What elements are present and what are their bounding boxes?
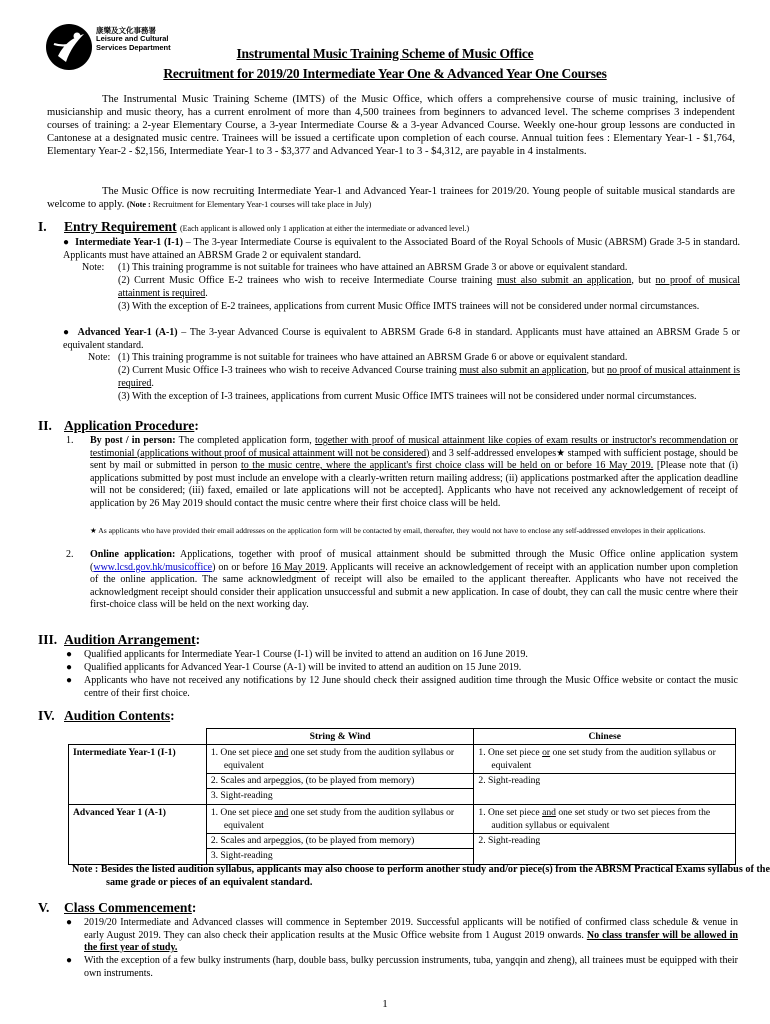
cn-item-1-a: 1. One set piece — [478, 807, 543, 818]
bullet-icon: ● — [66, 649, 73, 660]
row-label-advanced: Advanced Year 1 (A-1) — [69, 805, 207, 865]
logo-line2: Services Department — [96, 42, 171, 52]
row-label-intermediate: Intermediate Year-1 (I-1) — [69, 745, 207, 805]
s1-b2-n2a: (2) Current Music Office I-3 trainees who wish to receive Advanced Course training — [118, 365, 460, 376]
s1-b2-text: – The 3-year Advanced Course is equivalent to ABRSM Grade 6-8 in standard. Applicants must have attained an ABRSM Grade 5 or equivalent standard. — [63, 327, 741, 351]
sw-item-1 — [207, 806, 474, 834]
s1-b1-text: – The 3-year Intermediate Course is equivalent to the Associated Board of the Royal Schools of Music (ABRSM) Grade 3-5 in standard. Applicants must have attained an ABRSM Grade 2 or equivalent standard. — [63, 237, 740, 261]
sw-item-2: 2. Scales and arpeggios, (to be played from memory) — [207, 774, 474, 789]
s2-item-1-number: 1. — [66, 435, 74, 446]
logo-chinese: 康樂及文化事務署 — [96, 26, 156, 35]
s2-i1-u2: to the music centre, where the applicant's first choice class will be held on or before 16 May 2019. — [240, 460, 654, 471]
s3-item-3: Applicants who have not received any notifications by 12 June should check their assigned audition time through the Music Office website or contact the music centre of their first choice. — [84, 675, 738, 699]
section-3-number: III. — [38, 632, 58, 647]
recruit-text: The Music Office is now recruiting Intermediate Year-1 and Advanced Year-1 trainees for 2019/20. Young people of suitable musical standards are welcome to apply. — [47, 186, 735, 210]
table-row — [69, 745, 736, 805]
cn-item-1-u: and — [542, 807, 556, 818]
section-2-number: II. — [38, 418, 52, 433]
sw-item-1-b: one set study from the audition syllabus or equivalent — [223, 807, 455, 831]
intro-paragraph: The Instrumental Music Training Scheme (IMTS) of the Music Office, which offers a comprehensive course of music training, inclusive of musicianship and music theory, has a current enrolment of more than 4,500 trainees from beginners to advanced level. The scheme comprises 3 independent courses of training: a 2-year Elementary Course, a 3-year Intermediate Course & a 3-year Advanced Course. Weekly one-hour group lessons are conducted in Cantonese at a designated music centre. Trainees will be issued a certificate upon completion of each course. Annual tuition fees : Elementary Year-1 - $1,764, Elementary Year-2 - $2,156, Intermediate Year-1 to 3 - $3,377 and Advanced Year-1 to 3 - $4,312, are payable in 4 instalments. — [47, 94, 735, 157]
cn-item-2: 2. Sight-reading — [478, 835, 541, 846]
cn-item-1-u: or — [542, 747, 551, 758]
cell-sw-intermediate — [206, 745, 474, 805]
bullet-icon: ● — [66, 675, 73, 686]
s1-b1-note-3: (3) With the exception of E-2 trainees, applications from current Music Office IMTS trainees will not be considered under normal circumstances. — [118, 301, 700, 312]
bullet-icon: ● — [63, 327, 78, 338]
bullet-icon: ● — [66, 917, 73, 928]
s2-i2-b: ) on or before — [212, 561, 272, 573]
cell-cn-advanced — [474, 805, 736, 865]
section-4-heading: IV. Audition Contents: — [38, 708, 175, 723]
section-4-number: IV. — [38, 708, 55, 723]
s1-b1-n2b: , but — [631, 275, 656, 286]
section-2-title: Application Procedure — [64, 418, 195, 433]
s2-item-2-number: 2. — [66, 549, 74, 560]
cell-cn-intermediate — [474, 745, 736, 805]
s2-i1-d: [Please note that (i) applications submitted by post must include an envelope with a clearly-written return mailing address; (ii) applications postmarked after the application deadline will not be considered; (iii) faxed, emailed or late applications will not be accepted]. Applicants who have not received any acknowledgement of receipt of application by 26 May 2019 should contact the music centre where their first choice class will be held. — [90, 460, 739, 509]
sw-item-1-a: 1. One set piece — [210, 747, 275, 758]
music-office-link[interactable]: www.lcsd.gov.hk/musicoffice — [93, 561, 213, 573]
sw-item-1 — [207, 746, 474, 774]
section-3-heading: III. Audition Arrangement: — [38, 632, 201, 647]
section-5-heading: V. Class Commencement: — [38, 900, 197, 915]
audition-note: Note : Besides the listed audition syllabus, applicants may also choose to perform another study and/or piece(s) from the ABRSM Practical Exams syllabus of the same grade or pieces of an equivalent standard. — [72, 864, 770, 888]
recruit-note: Recruitment for Elementary Year-1 courses will take place in July) — [152, 200, 372, 209]
col-header-chinese: Chinese — [474, 729, 736, 745]
sw-item-1-a: 1. One set piece — [210, 807, 275, 818]
s2-star-note — [90, 525, 738, 536]
section-3-title: Audition Arrangement — [64, 632, 196, 647]
s1-b2-n2b: , but — [586, 365, 607, 376]
s2-star-text: As applicants who have provided their email addresses on the application form will be contacted by email, thereafter, they would not have to enclose any self-addressed envelopes in their applications. — [98, 526, 706, 535]
col-header-string-wind: String & Wind — [206, 729, 474, 745]
page-number: 1 — [382, 998, 388, 1010]
s1-b2-note-3: (3) With the exception of I-3 trainees, applications from current Music Office IMTS trainees will not be considered under normal circumstances. — [118, 391, 697, 402]
section-1-number: I. — [38, 219, 47, 234]
s1-b1-note-label: Note: — [82, 262, 105, 273]
s2-i2-a: Applications, together with proof of musical attainment should be submitted through the Music Office online application system ( — [90, 549, 738, 573]
bullet-icon: ● — [66, 662, 73, 673]
s1-b2-label: Advanced Year-1 (A-1) — [77, 327, 178, 338]
section-1-title: Entry Requirement — [64, 219, 177, 234]
s2-i2-label: Online application: — [90, 549, 176, 560]
recruit-paragraph — [47, 185, 735, 211]
s1-b1-note-1: (1) This training programme is not suitable for trainees who have attained an ABRSM Grade 3 or above or equivalent standard. — [118, 262, 628, 273]
section-1-note: (Each applicant is allowed only 1 application at either the intermediate or advanced level.) — [180, 224, 470, 233]
cn-item-1-b: one set study from the audition syllabus or equivalent — [491, 747, 716, 771]
cn-item-1 — [474, 806, 735, 834]
s5-b1: 2019/20 Intermediate and Advanced classes will commence in September 2019. Successful applicants will be notified of confirmed class schedule & venue in early August 2019. They can also check their application results at the Music Office website from 1 August 2019 onwards. — [84, 917, 738, 941]
recruit-note-label: (Note : — [126, 200, 153, 209]
star-icon: ★ — [90, 526, 97, 535]
cell-sw-advanced — [206, 805, 474, 865]
section-5-title: Class Commencement — [64, 900, 192, 915]
s1-b2-n2u: must also submit an application — [459, 365, 587, 376]
s1-b1-n2u2: no proof of musical attainment is required — [118, 275, 740, 299]
s3-item-1: Qualified applicants for Intermediate Year-1 Course (I-1) will be invited to attend an audition on 16 June 2019. — [84, 649, 528, 660]
section-1-heading — [38, 219, 469, 235]
s2-i1-c: stamped with sufficient postage, should be sent by mail or submitted in person — [90, 447, 738, 471]
s5-b1-bold: No class transfer will be allowed in the first year of study. — [84, 929, 738, 953]
sw-item-2: 2. Scales and arpeggios, (to be played from memory) — [207, 834, 474, 849]
s2-i1-b: and 3 self-addressed envelopes — [429, 447, 557, 459]
s5-item-1 — [84, 917, 738, 955]
table-row — [69, 805, 736, 865]
logo-line1: Leisure and Cultural — [96, 34, 169, 44]
s1-b2-note-1: (1) This training programme is not suitable for trainees who have attained an ABRSM Grade 6 or above or equivalent standard. — [118, 352, 628, 363]
section-5-number: V. — [38, 900, 50, 915]
s1-b2-n2u2: no proof of musical attainment is required — [118, 365, 740, 389]
s1-b1-n2a: (2) Current Music Office E-2 trainees who wish to receive Intermediate Course training — [118, 275, 497, 286]
cn-item-1 — [474, 746, 735, 774]
s2-i2-c: . Applicants will receive an acknowledgement of receipt with an application number upon completion of the online application. The same acknowledgment of receipt will also be emailed to the applicant thereafter. Applicants who have not received the acknowledgment receipt should consider their application unsuccessful and submit a new application. In case of doubt, they can call the music centre where their first-choice class will be held on the next working day. — [90, 561, 738, 610]
s1-b1-n2u: must also submit an application — [496, 275, 632, 286]
star-icon: ★ — [556, 447, 566, 459]
sw-item-1-b: one set study from the audition syllabus or equivalent — [223, 747, 455, 771]
section-4-title: Audition Contents — [64, 708, 171, 723]
s3-item-2: Qualified applicants for Advanced Year-1 Course (A-1) will be invited to attend an audition on 15 June 2019. — [84, 662, 522, 673]
cn-item-2: 2. Sight-reading — [478, 775, 541, 786]
sw-item-3: 3. Sight-reading — [210, 790, 273, 801]
s2-i1-label: By post / in person: — [90, 435, 176, 446]
table-header-row — [69, 729, 736, 745]
sw-item-1-u: and — [274, 747, 289, 758]
table-corner-cell — [69, 729, 207, 745]
s1-b1-label: Intermediate Year-1 (I-1) — [75, 237, 183, 248]
audition-contents-table — [68, 728, 736, 865]
s1-bullet-1 — [63, 237, 740, 262]
s1-b2-note-2: (2) Current Music Office I-3 trainees who wish to receive Advanced Course training must also submit an application, but no proof of musical attainment is required. — [118, 365, 740, 389]
cn-item-1-b: one set study or two set pieces from the audition syllabus or equivalent — [491, 807, 711, 831]
sw-item-1-u: and — [274, 807, 289, 818]
section-2-heading: II. Application Procedure: — [38, 418, 199, 433]
s1-b2-note-label: Note: — [88, 352, 111, 363]
s5-item-2: With the exception of a few bulky instruments (harp, double bass, bulky percussion instruments, tuba, yangqin and zheng), all trainees must be equipped with their own instruments. — [84, 955, 738, 979]
s2-item-1 — [90, 435, 738, 510]
bullet-icon: ● — [66, 955, 73, 966]
document-subtitle: Recruitment for 2019/20 Intermediate Year One & Advanced Year One Courses — [163, 66, 607, 81]
s1-bullet-2 — [63, 327, 740, 352]
document-title: Instrumental Music Training Scheme of Music Office — [236, 46, 534, 61]
sw-item-3: 3. Sight-reading — [210, 850, 273, 861]
s2-item-2 — [90, 549, 738, 612]
s2-i1-a: The completed application form, — [175, 435, 315, 446]
s2-i2-date: 16 May 2019 — [271, 561, 326, 573]
s2-i1-u1: together with proof of musical attainment like copies of exam results or instructor's recommendation or testimonial (applications without proof of musical attainment will not be considered) — [90, 435, 739, 459]
cn-item-1-a: 1. One set piece — [478, 747, 543, 758]
s1-b1-note-2: (2) Current Music Office E-2 trainees who wish to receive Intermediate Course training must also submit an application, but no proof of musical attainment is required. — [118, 275, 740, 299]
bullet-icon: ● — [63, 237, 76, 248]
